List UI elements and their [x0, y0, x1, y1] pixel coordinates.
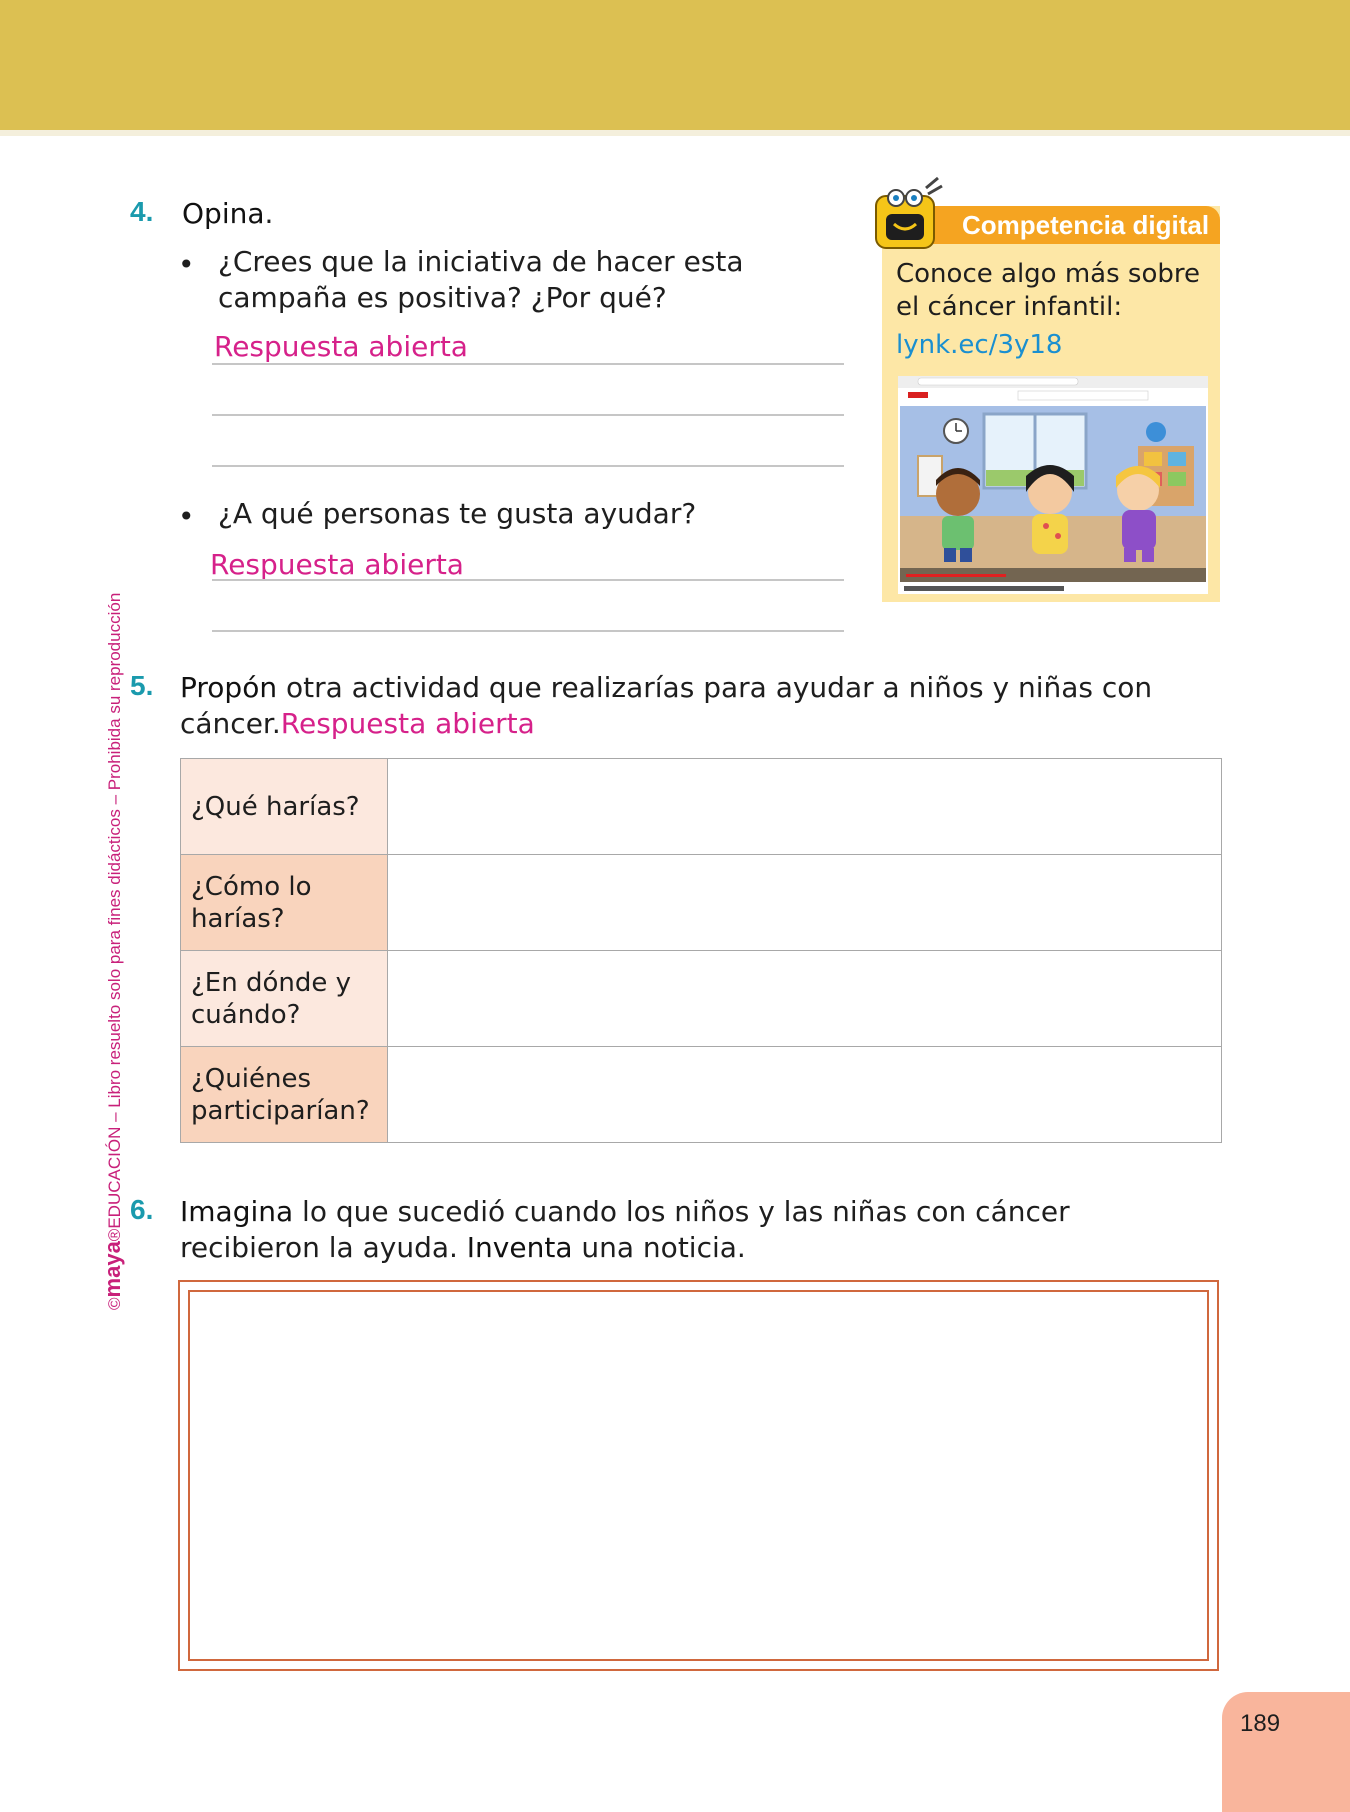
table-row — [181, 1047, 1222, 1143]
question-5-line-2: cáncer. — [180, 707, 281, 740]
digital-competence-title: Competencia digital — [962, 210, 1210, 240]
copyright-sidebar — [100, 593, 126, 1310]
table-answer-cell[interactable] — [388, 1047, 1222, 1143]
copyright-text: EDUCACIÓN – Libro resuelto solo para fines didácticos – Prohibida su reproducción — [105, 592, 124, 1229]
digital-competence-text — [896, 258, 1216, 324]
answer-line — [212, 465, 844, 467]
registered-symbol: ® — [105, 1228, 124, 1242]
activity-table — [180, 758, 1222, 1143]
brand-logo-text: maya — [100, 1241, 125, 1298]
robot-mascot-icon — [872, 174, 950, 254]
video-thumbnail[interactable] — [898, 376, 1208, 594]
table-answer-cell[interactable] — [388, 759, 1222, 855]
question-6-verb-2: Inventa — [466, 1231, 573, 1264]
answer-line — [212, 414, 844, 416]
table-row-label: ¿Quiénes participarían? — [181, 1047, 388, 1143]
table-answer-cell[interactable] — [388, 951, 1222, 1047]
question-4-bullet-1 — [218, 244, 744, 316]
table-row — [181, 759, 1222, 855]
copyright-symbol: © — [105, 1297, 124, 1310]
answer-line — [212, 579, 844, 581]
question-5-line-1: otra actividad que realizarías para ayudar a niños y niñas con — [277, 671, 1153, 704]
answer-2-text[interactable]: Respuesta abierta — [210, 548, 464, 581]
question-4-number: 4. — [130, 196, 154, 227]
question-6-number: 6. — [130, 1194, 154, 1225]
page-number: 189 — [1240, 1710, 1281, 1737]
table-answer-cell[interactable] — [388, 855, 1222, 951]
question-6-line-3: una noticia. — [572, 1231, 746, 1264]
question-5-verb: Propón — [180, 671, 278, 704]
question-4-verb: Opina — [182, 197, 265, 230]
bullet-1-line-1: ¿Crees que la iniciativa de hacer esta — [218, 245, 744, 278]
question-6-line-1: lo que sucedió cuando los niños y las niñas con cáncer — [293, 1195, 1070, 1228]
question-5-answer[interactable]: Respuesta abierta — [280, 707, 535, 740]
question-6-verb-1: Imagina — [180, 1195, 294, 1228]
table-row — [181, 855, 1222, 951]
answer-line — [212, 630, 844, 632]
answer-1-text[interactable]: Respuesta abierta — [214, 330, 468, 363]
table-row-label: ¿Qué harías? — [181, 759, 388, 855]
question-4-bullet-2: ¿A qué personas te gusta ayudar? — [218, 497, 697, 530]
table-row — [181, 951, 1222, 1047]
digital-link[interactable]: lynk.ec/3y18 — [896, 330, 1063, 360]
digital-text-rest: algo más sobre el cáncer infantil: — [896, 259, 1200, 322]
question-4-punct: . — [264, 197, 274, 230]
bullet-1-line-2: campaña es positiva? ¿Por qué? — [218, 281, 667, 314]
question-6-line-2: recibieron la ayuda. — [180, 1231, 467, 1264]
table-row-label: ¿En dónde y cuándo? — [181, 951, 388, 1047]
question-5-text — [180, 670, 1152, 742]
table-row-label: ¿Cómo lo harías? — [181, 855, 388, 951]
question-6-text — [180, 1194, 1070, 1266]
news-writing-box-inner — [188, 1290, 1209, 1661]
digital-verb: Conoce — [896, 259, 993, 289]
answer-line — [212, 363, 844, 365]
question-5-number: 5. — [130, 670, 154, 701]
bullet-dot: • — [178, 248, 195, 281]
question-4-title — [182, 196, 273, 232]
header-band — [0, 0, 1350, 130]
bullet-dot: • — [178, 500, 195, 533]
header-divider — [0, 130, 1350, 136]
